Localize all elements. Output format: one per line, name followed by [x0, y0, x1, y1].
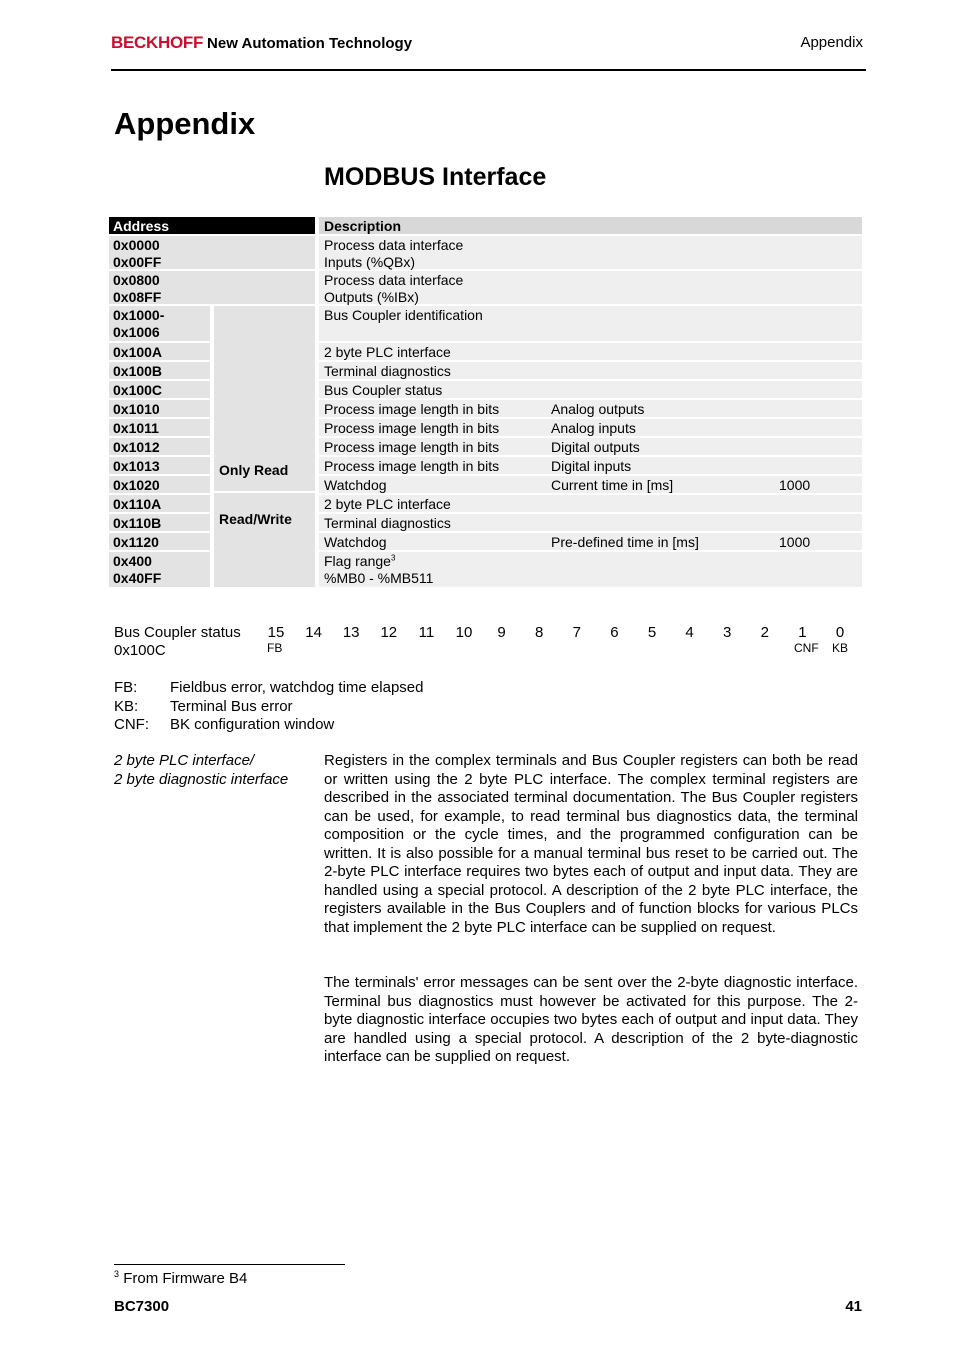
description-cell: Watchdog Pre-defined time in [ms] 1000: [319, 533, 862, 550]
bit-number: 1: [798, 624, 807, 641]
group-read-write: Read/Write: [214, 493, 315, 587]
body-paragraph: The terminals' error messages can be sent over the 2-byte diagnostic interface. Terminal bus diagnostics must however be activated for this purpose. The 2-byte diagnostic interface occupies two bytes each of output and input data. They are handled using a special protocol. A description of the 2 byte-diagnostic interface can be supplied on request.: [324, 974, 858, 1065]
legend-item: FB: Fieldbus error, watchdog time elapsed: [114, 679, 424, 696]
table-row: [109, 457, 862, 474]
bit-number: 13: [342, 624, 360, 641]
table-row: [109, 552, 862, 587]
bit-number: 8: [535, 624, 544, 641]
running-section-title: Appendix: [800, 34, 863, 51]
address-cell: 0x100C: [109, 381, 210, 398]
bit-number: 9: [497, 624, 506, 641]
table-row: [109, 343, 862, 360]
table-row: [109, 419, 862, 436]
description-cell: Bus Coupler status: [319, 381, 862, 398]
table-row: [109, 236, 862, 269]
description-cell: Process image length in bits Analog outputs: [319, 400, 862, 417]
status-bit-legend: [114, 679, 423, 735]
bit-number: 12: [380, 624, 398, 641]
address-cell: 0x1011: [109, 419, 210, 436]
address-cell: 0x100A: [109, 343, 210, 360]
address-cell: 0x1012: [109, 438, 210, 455]
table-header-row: [109, 217, 862, 234]
address-cell: 0x110A: [109, 495, 210, 512]
description-cell: 2 byte PLC interface: [319, 343, 862, 360]
description-cell: Bus Coupler identification: [319, 306, 862, 341]
bit-number: 2: [760, 624, 769, 641]
table-row: [109, 495, 862, 512]
address-cell: 0x100B: [109, 362, 210, 379]
address-cell: 0x0800 0x08FF: [109, 271, 315, 304]
table-row: [109, 306, 862, 341]
description-cell: Process image length in bits Analog inputs: [319, 419, 862, 436]
address-cell: 0x1013: [109, 457, 210, 474]
table-row: [109, 438, 862, 455]
footnote-divider: [114, 1264, 345, 1265]
bit-number: 7: [572, 624, 581, 641]
address-cell: 0x110B: [109, 514, 210, 531]
address-cell: 0x400 0x40FF: [109, 552, 210, 587]
column-header-description: Description: [319, 217, 862, 234]
brand-name: BECKHOFF: [111, 33, 204, 52]
bit-number: 10: [455, 624, 473, 641]
footnote-marker: 3: [390, 553, 396, 563]
legend-item: KB: Terminal Bus error: [114, 697, 293, 715]
page-number: 41: [845, 1298, 862, 1315]
bit-number: 14: [305, 624, 322, 641]
bit-number: 5: [647, 624, 657, 641]
description-cell: 2 byte PLC interface: [319, 495, 862, 512]
bit-label-fb: FB: [267, 641, 283, 655]
description-cell: Process data interface Outputs (%IBx): [319, 271, 862, 304]
table-row: [109, 362, 862, 379]
brand-logo: [111, 33, 412, 53]
address-cell: 0x1120: [109, 533, 210, 550]
table-row: [109, 533, 862, 550]
description-cell: Terminal diagnostics: [319, 362, 862, 379]
bit-number: 0: [835, 624, 845, 641]
footnote: $^3$ From Firmware B4: [114, 1269, 248, 1287]
table-row: [109, 476, 862, 493]
description-cell: Process image length in bits Digital inputs: [319, 457, 862, 474]
bit-number: 11: [418, 624, 435, 641]
description-cell: Process image length in bits Digital outputs: [319, 438, 862, 455]
address-cell: 0x1010: [109, 400, 210, 417]
group-only-read: Only Read: [214, 306, 315, 491]
page-title: Appendix: [114, 106, 256, 141]
address-cell: 0x0000 0x00FF: [109, 236, 315, 269]
section-title: MODBUS Interface: [324, 163, 547, 191]
bit-label-kb: KB: [832, 641, 849, 655]
legend-item: CNF: BK configuration window: [114, 716, 335, 733]
table-row: [109, 514, 862, 531]
bit-label-cnf: CNF: [794, 641, 819, 655]
bus-coupler-status-label: Bus Coupler status 0x100C: [114, 624, 241, 659]
table-row: [109, 271, 862, 304]
description-cell: Watchdog Current time in [ms] 1000: [319, 476, 862, 493]
column-header-address: Address: [109, 217, 315, 234]
bit-number: 3: [723, 624, 732, 641]
brand-tagline: New Automation Technology: [207, 35, 413, 52]
description-cell: Terminal diagnostics: [319, 514, 862, 531]
body-paragraph: Registers in the complex terminals and Bus Coupler registers can both be read or written using the 2 byte PLC interface. The complex terminal registers are described in the associated terminal documentation. The Bus Coupler registers can be used, for example, to read terminal bus diagnostics data, the terminal composition or the cycle times, and the programmed configuration can be written. It is also possible for a manual terminal bus reset to be carried out. The 2-byte PLC interface requires two bytes each of output and input data. They are handled using a special protocol. A description of the 2 byte PLC interface, the registers available in the Bus Couplers and of function blocks for various PLCs that implement the 2 byte PLC interface can be supplied on request.: [324, 752, 858, 936]
side-heading: 2 byte PLC interface/ 2 byte diagnostic interface: [114, 752, 289, 788]
address-cell: 0x1020: [109, 476, 210, 493]
bit-number: 15: [267, 624, 285, 641]
table-row: [109, 381, 862, 398]
description-cell: Flag range$^3$ %MB0 - %MB511: [319, 552, 862, 587]
description-cell: Process data interface Inputs (%QBx): [319, 236, 862, 269]
header-divider: [111, 69, 866, 71]
table-row: [109, 400, 862, 417]
document-id: BC7300: [114, 1298, 170, 1315]
bit-number: 6: [610, 624, 619, 641]
bit-number: 4: [685, 624, 694, 641]
address-cell: 0x1000- 0x1006: [109, 306, 210, 341]
